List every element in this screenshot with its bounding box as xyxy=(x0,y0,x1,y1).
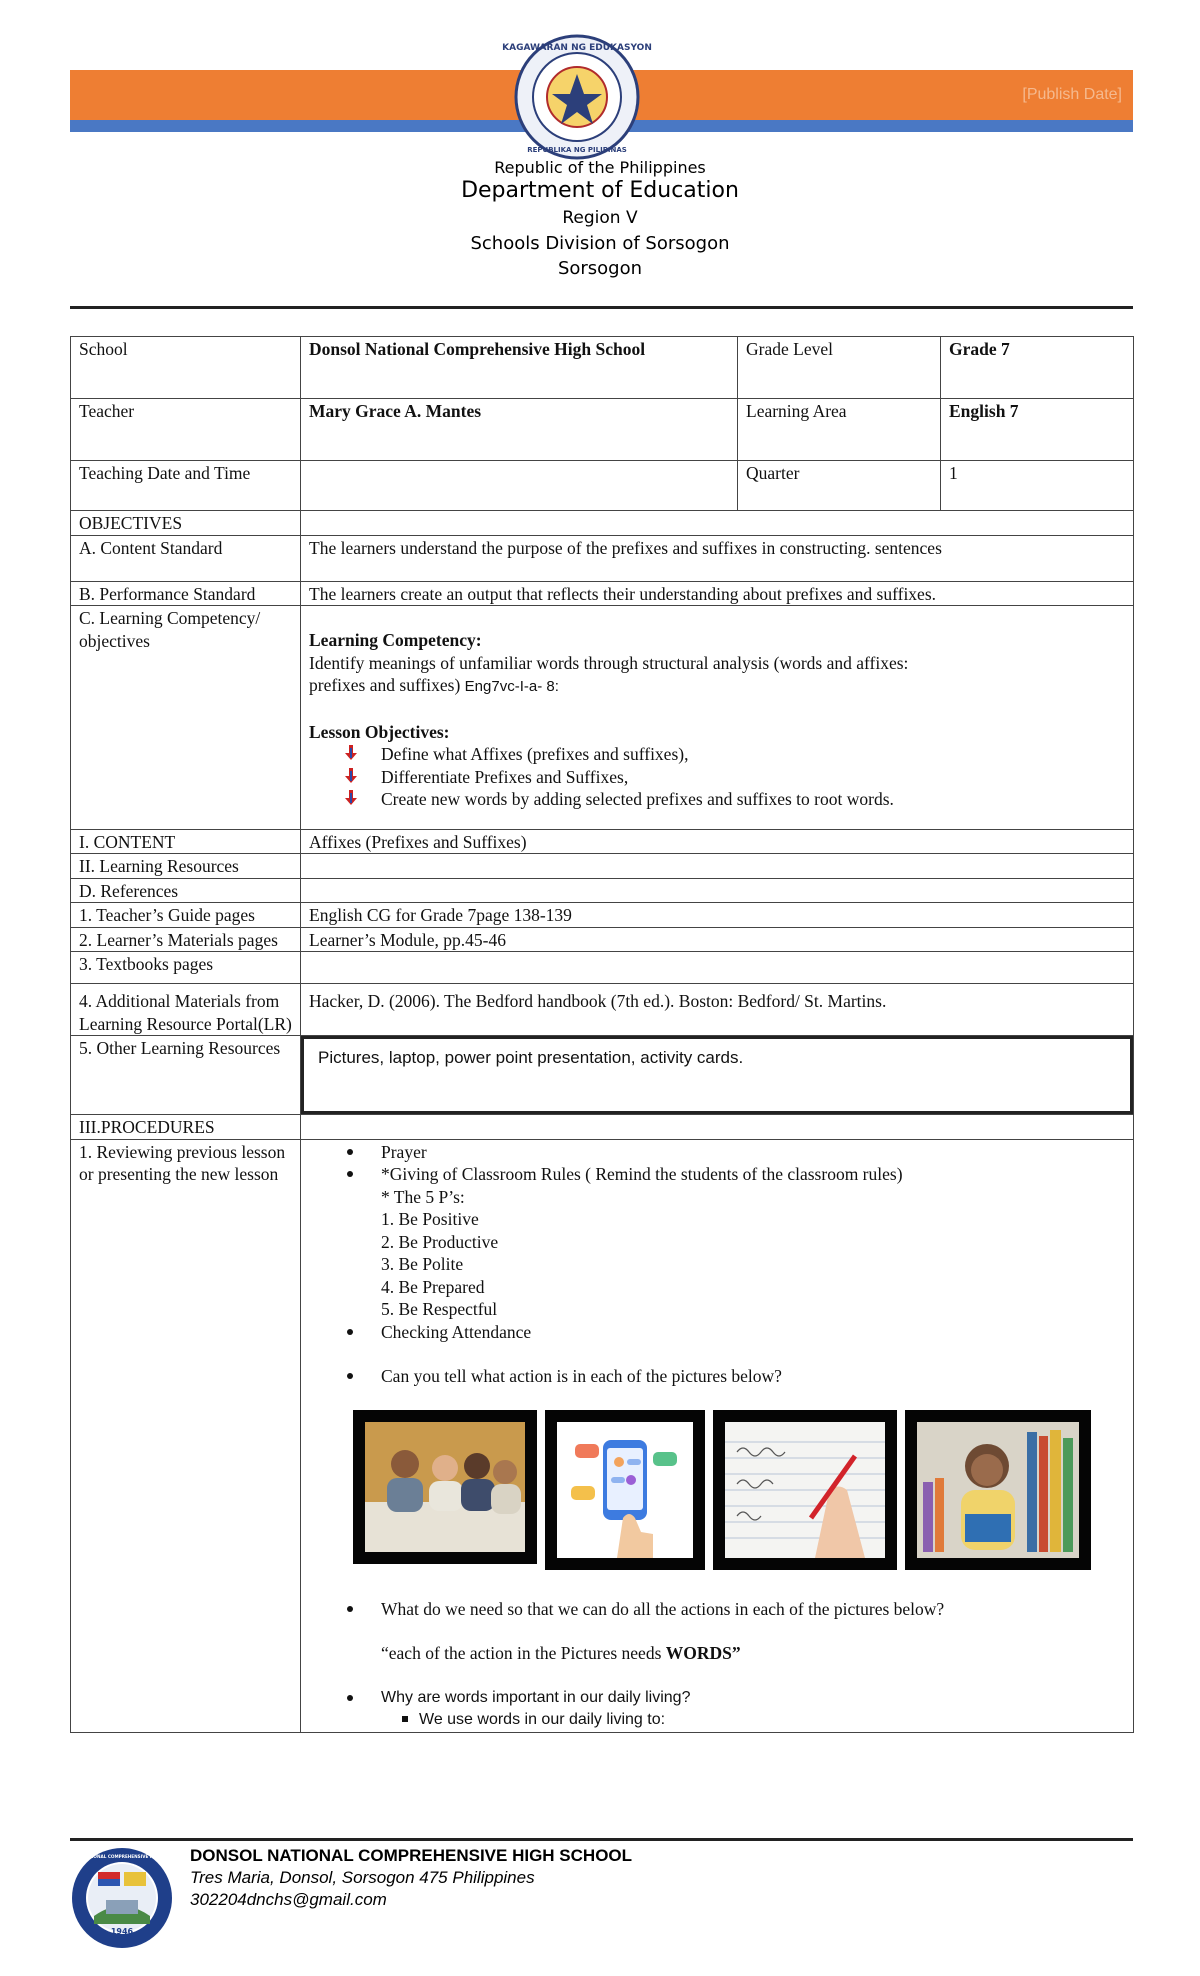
teachers-guide-label: 1. Teacher’s Guide pages xyxy=(71,903,301,928)
table-row-date xyxy=(71,461,1134,511)
learners-materials-label: 2. Learner’s Materials pages xyxy=(71,927,301,952)
table-row-objectives xyxy=(71,511,1134,536)
table-row-other-resources xyxy=(71,1036,1134,1115)
arrow-bullet-icon xyxy=(344,745,358,761)
table-row-content xyxy=(71,829,1134,854)
table-row-references xyxy=(71,878,1134,903)
agency-division: Schools Division of Sorsogon xyxy=(470,233,730,254)
teachers-guide-value: English CG for Grade 7page 138-139 xyxy=(301,903,1134,928)
answer-text: “each of the action in the Pictures needs xyxy=(381,1643,666,1663)
area-label: Learning Area xyxy=(738,399,941,461)
agency-location: Sorsogon xyxy=(557,258,643,279)
content-standard-value: The learners understand the purpose of the prefixes and suffixes in constructing. sentences xyxy=(301,535,1134,581)
table-row-content-standard xyxy=(71,535,1134,581)
arrow-bullet-icon xyxy=(344,768,358,784)
area-value: English 7 xyxy=(941,399,1134,461)
list-item: Why are words important in our daily living? xyxy=(309,1687,1125,1710)
review-label: 1. Reviewing previous lesson or presenting the new lesson xyxy=(71,1139,301,1732)
table-row-teacher xyxy=(71,399,1134,461)
table-row-additional-materials xyxy=(71,984,1134,1036)
content-label: I. CONTENT xyxy=(71,829,301,854)
answer-line xyxy=(309,1642,1125,1665)
arrow-bullet-icon xyxy=(344,790,358,806)
action-pictures xyxy=(353,1410,1125,1570)
content-value: Affixes (Prefixes and Suffixes) xyxy=(301,829,1134,854)
review-list xyxy=(309,1141,1125,1186)
date-value xyxy=(301,461,738,511)
p-item: 1. Be Positive xyxy=(381,1209,479,1229)
competency-description: Identify meanings of unfamiliar words through structural analysis (words and affixes: prefixes and suffixes) xyxy=(309,652,909,695)
date-label: Teaching Date and Time xyxy=(71,461,301,511)
list-item: Checking Attendance xyxy=(309,1321,1125,1344)
additional-materials-label: 4. Additional Materials from Learning Resource Portal(LR) xyxy=(71,984,301,1036)
p-item: 2. Be Productive xyxy=(381,1231,499,1252)
picture-writing xyxy=(713,1410,897,1570)
list-item: What do we need so that we can do all the actions in each of the pictures below? xyxy=(309,1598,1125,1621)
additional-materials-value: Hacker, D. (2006). The Bedford handbook (7th ed.). Boston: Bedford/ St. Martins. xyxy=(301,984,1134,1036)
table-row-resources xyxy=(71,854,1134,879)
competency-heading: Learning Competency: xyxy=(309,630,482,650)
teacher-value: Mary Grace A. Mantes xyxy=(301,399,738,461)
other-resources-label: 5. Other Learning Resources xyxy=(71,1036,301,1115)
list-item: We use words in our daily living to: xyxy=(309,1709,1125,1732)
performance-standard-value: The learners create an output that reflects their understanding about prefixes and suffixes. xyxy=(301,581,1134,606)
competency-text xyxy=(309,652,1125,699)
lesson-plan-table xyxy=(70,336,1134,1733)
p-item: 5. Be Respectful xyxy=(381,1299,498,1319)
objectives-heading: OBJECTIVES xyxy=(71,511,301,536)
agency-region: Region V xyxy=(562,208,638,228)
competency-code: Eng7vc-I-a- 8: xyxy=(464,678,559,695)
footer-address: Tres Maria, Donsol, Sorsogon 475 Philippines xyxy=(190,1868,535,1887)
publish-date[interactable]: [Publish Date] xyxy=(1022,86,1122,103)
footer-divider xyxy=(70,1838,1133,1841)
performance-standard-label: B. Performance Standard xyxy=(71,581,301,606)
list-item: Can you tell what action is in each of the pictures below? xyxy=(309,1365,1125,1388)
five-ps-heading: * The 5 P’s: xyxy=(381,1186,465,1207)
school-logo-icon xyxy=(61,1846,183,1950)
table-row-learners-materials xyxy=(71,927,1134,952)
picture-reading xyxy=(905,1410,1091,1570)
school-label: School xyxy=(71,337,301,399)
quarter-value: 1 xyxy=(941,461,1134,511)
svg-text:DONSOL NATIONAL COMPREHENSIVE: DONSOL NATIONAL COMPREHENSIVE HIGH SCHOOL xyxy=(61,1854,183,1859)
table-row-school xyxy=(71,337,1134,399)
table-row-procedures xyxy=(71,1115,1134,1140)
grade-label: Grade Level xyxy=(738,337,941,399)
grade-value: Grade 7 xyxy=(941,337,1134,399)
competency-cell xyxy=(301,606,1134,830)
content-standard-label: A. Content Standard xyxy=(71,535,301,581)
svg-text:KAGAWARAN NG EDUKASYON: KAGAWARAN NG EDUKASYON xyxy=(502,43,652,53)
review-cell xyxy=(301,1139,1134,1732)
picture-phone-chat xyxy=(545,1410,705,1570)
deped-seal-icon xyxy=(502,34,652,160)
procedures-heading: III.PROCEDURES xyxy=(71,1115,301,1140)
list-item: *Giving of Classroom Rules ( Remind the students of the classroom rules) xyxy=(309,1163,1125,1186)
table-row-review xyxy=(71,1139,1134,1732)
references-label: D. References xyxy=(71,878,301,903)
competency-label: C. Learning Competency/ objectives xyxy=(71,606,301,830)
agency-republic: Republic of the Philippines xyxy=(494,158,706,177)
learners-materials-value: Learner’s Module, pp.45-46 xyxy=(301,927,1134,952)
footer-school-name: DONSOL NATIONAL COMPREHENSIVE HIGH SCHOOL xyxy=(190,1846,633,1865)
agency-department: Department of Education xyxy=(461,178,739,203)
table-row-competency xyxy=(71,606,1134,830)
lesson-objectives-list xyxy=(309,743,1125,811)
teacher-label: Teacher xyxy=(71,399,301,461)
list-item: Create new words by adding selected prefixes and suffixes to root words. xyxy=(309,788,1125,811)
table-row-textbooks xyxy=(71,952,1134,984)
svg-text:1946: 1946 xyxy=(110,1927,134,1936)
p-item: 4. Be Prepared xyxy=(381,1276,485,1297)
answer-bold: WORDS” xyxy=(665,1643,741,1663)
footer-email[interactable]: 302204dnchs@gmail.com xyxy=(190,1890,387,1909)
p-item: 3. Be Polite xyxy=(381,1254,464,1274)
school-value: Donsol National Comprehensive High School xyxy=(301,337,738,399)
list-item: Differentiate Prefixes and Suffixes, xyxy=(309,766,1125,789)
picture-friends-talking xyxy=(353,1410,537,1564)
quarter-label: Quarter xyxy=(738,461,941,511)
table-row-performance-standard xyxy=(71,581,1134,606)
other-resources-box: Pictures, laptop, power point presentation, activity cards. xyxy=(301,1036,1133,1114)
table-row-teachers-guide xyxy=(71,903,1134,928)
svg-text:REPUBLIKA NG PILIPINAS: REPUBLIKA NG PILIPINAS xyxy=(527,146,627,154)
list-item: Define what Affixes (prefixes and suffixes), xyxy=(309,743,1125,766)
lesson-objectives-heading: Lesson Objectives: xyxy=(309,721,450,742)
header-divider xyxy=(70,306,1133,309)
list-item: Prayer xyxy=(309,1141,1125,1164)
resources-label: II. Learning Resources xyxy=(71,854,301,879)
textbooks-label: 3. Textbooks pages xyxy=(71,952,301,984)
